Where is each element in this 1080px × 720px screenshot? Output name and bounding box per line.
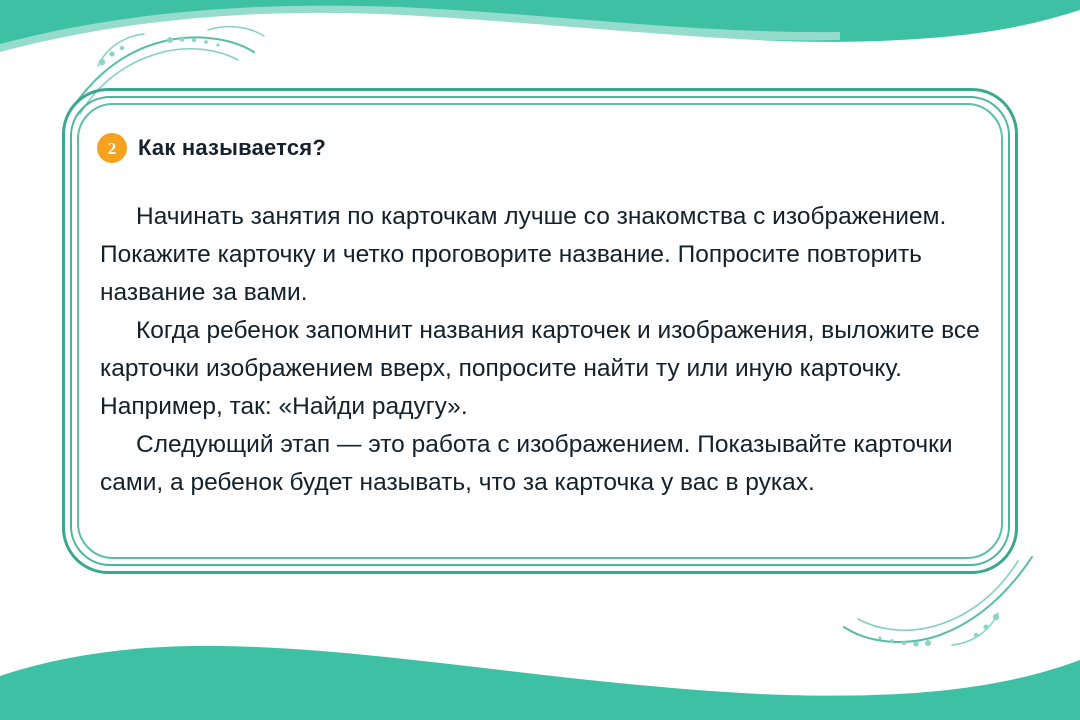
paragraph-3: Следующий этап — это работа с изображением. Показывайте карточки сами, а ребенок будет называть, что за карточка у вас в руках. (100, 431, 953, 496)
step-number-badge: 2 (97, 133, 127, 163)
section-heading (97, 133, 326, 163)
paragraph-1: Начинать занятия по карточкам лучше со знакомства с изображением. Покажите карточку и четко проговорите название. Попросите повторить название за вами. (100, 203, 947, 306)
paragraph-2: Когда ребенок запомнит названия карточек и изображения, выложите все карточки изображением вверх, попросите найти ту или иную карточку. Например, так: «Найди радугу». (100, 317, 980, 420)
page-title: Как называется? (138, 135, 326, 160)
body-text (100, 198, 990, 502)
